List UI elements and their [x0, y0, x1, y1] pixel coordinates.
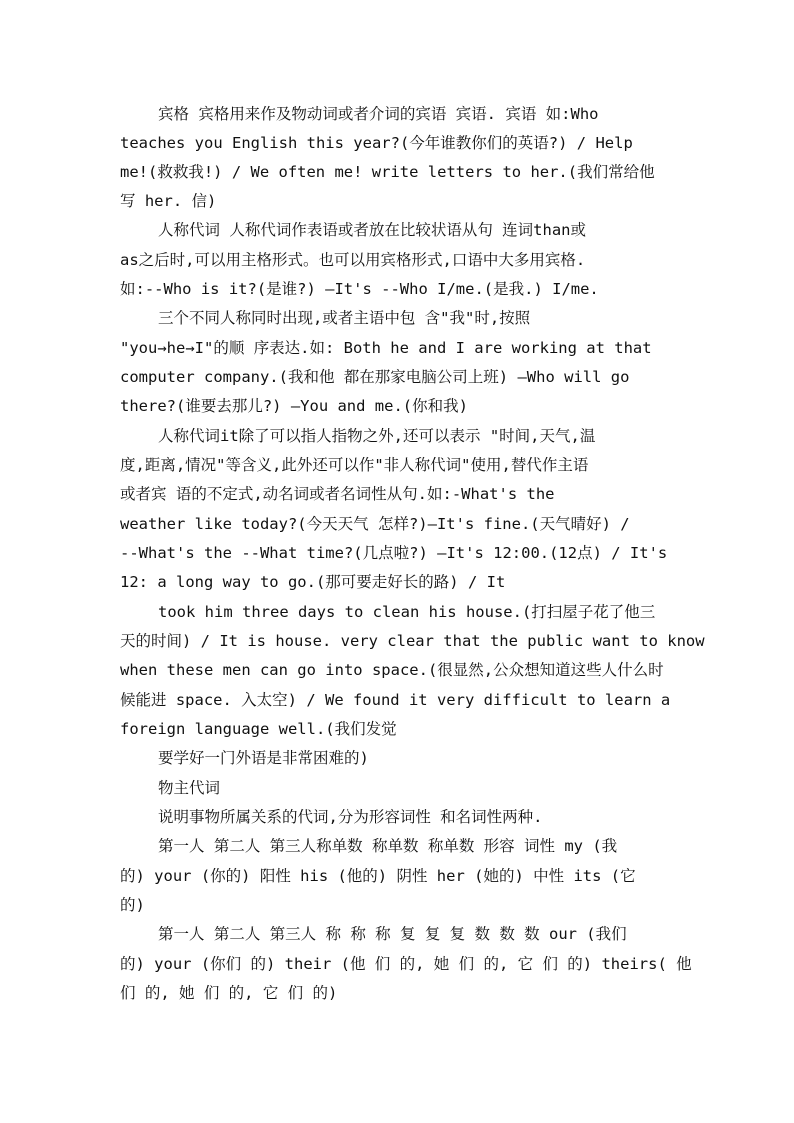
text-line: 天的时间) / It is house. very clear that the public want to know	[120, 632, 705, 650]
text-line: 第一人 第二人 第三人称单数 称单数 称单数 形容 词性 my (我	[158, 837, 618, 855]
section-heading: 物主代词	[158, 779, 221, 797]
text-line: foreign language well.(我们发觉	[120, 720, 397, 738]
text-line: 要学好一门外语是非常困难的)	[158, 749, 369, 767]
text-line: there?(谁要去那儿?) –You and me.(你和我)	[120, 397, 468, 415]
text-line: computer company.(我和他 都在那家电脑公司上班) –Who will go	[120, 368, 630, 386]
text-line: 人称代词it除了可以指人指物之外,还可以表示 "时间,天气,温	[158, 427, 596, 445]
text-line: 如:--Who is it?(是谁?) –It's --Who I/me.(是我.) I/me.	[120, 280, 599, 298]
text-line: 的) your (你的) 阳性 his (他的) 阴性 her (她的) 中性 its (它	[120, 867, 636, 885]
text-line: 宾格 宾格用来作及物动词或者介词的宾语 宾语. 宾语 如:Who	[158, 105, 599, 123]
text-line: 的)	[120, 896, 145, 914]
text-line: 度,距离,情况"等含义,此外还可以作"非人称代词"使用,替代作主语	[120, 456, 589, 474]
text-line: 人称代词 人称代词作表语或者放在比较状语从句 连词than或	[158, 221, 586, 239]
text-line: --What's the --What time?(几点啦?) –It's 12:00.(12点) / It's	[120, 544, 668, 562]
text-line: "you→he→I"的顺 序表达.如: Both he and I are working at that	[120, 339, 652, 357]
text-line: 写 her. 信)	[120, 192, 217, 210]
text-line: when these men can go into space.(很显然,公众想知道这些人什么时	[120, 661, 664, 679]
text-line: 12: a long way to go.(那可要走好长的路) / It	[120, 573, 506, 591]
text-line: took him three days to clean his house.(打扫屋子花了他三	[158, 603, 656, 621]
text-line: me!(救救我!) / We often me! write letters to her.(我们常给他	[120, 163, 655, 181]
text-line: weather like today?(今天天气 怎样?)—It's fine.(天气晴好) /	[120, 515, 630, 533]
text-line: 的) your (你们 的) their (他 们 的, 她 们 的, 它 们 的) theirs( 他	[120, 955, 692, 973]
text-line: 们 的, 她 们 的, 它 们 的)	[120, 984, 338, 1002]
text-line: 候能进 space. 入太空) / We found it very difficult to learn a	[120, 691, 671, 709]
text-line: 或者宾 语的不定式,动名词或者名词性从句.如:-What's the	[120, 485, 555, 503]
text-line: teaches you English this year?(今年谁教你们的英语?) / Help	[120, 134, 633, 152]
text-line: as之后时,可以用主格形式。也可以用宾格形式,口语中大多用宾格.	[120, 251, 586, 269]
text-line: 三个不同人称同时出现,或者主语中包 含"我"时,按照	[158, 309, 531, 327]
text-line: 说明事物所属关系的代词,分为形容词性 和名词性两种.	[158, 808, 543, 826]
text-line: 第一人 第二人 第三人 称 称 称 复 复 复 数 数 数 our (我们	[158, 925, 627, 943]
